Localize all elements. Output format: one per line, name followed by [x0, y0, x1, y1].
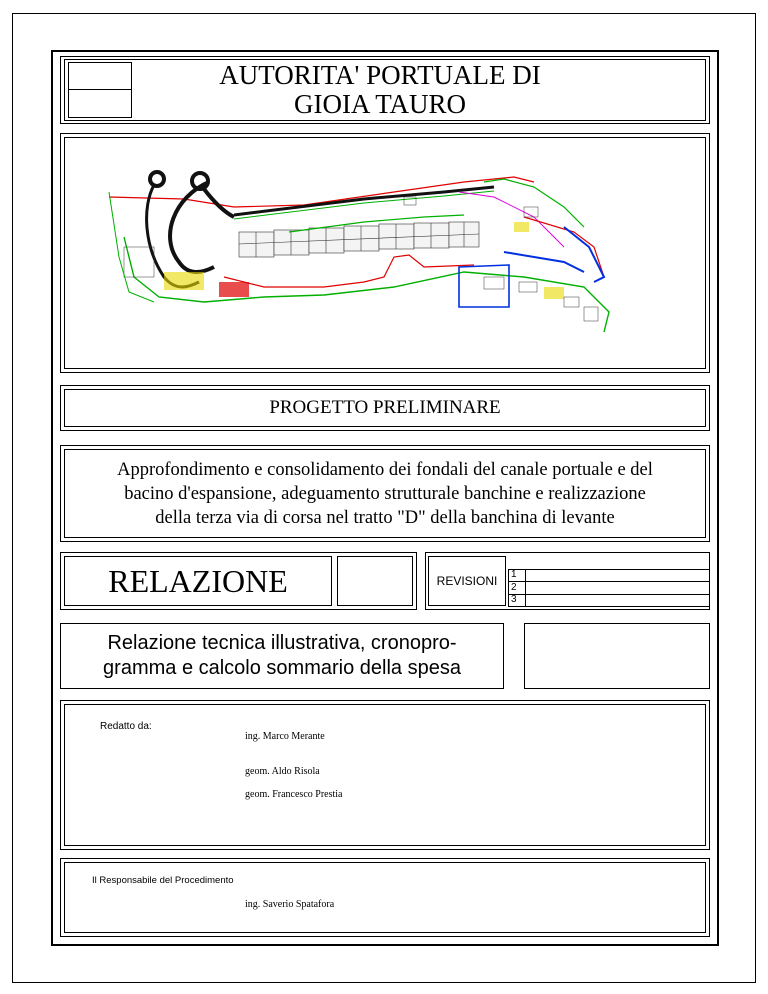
revision-number-1: 1: [511, 569, 517, 580]
map-red-zone: [219, 282, 249, 297]
description-line3: della terza via di corsa nel tratto "D" della banchina di levante: [155, 507, 615, 528]
subtitle-line1: Relazione tecnica illustrativa, cronopro-: [107, 632, 457, 654]
doc-type-code-box: [337, 556, 413, 606]
revision-number-3: 3: [511, 594, 517, 605]
logo-box: [68, 62, 132, 118]
responsible-name: ing. Saverio Spatafora: [245, 899, 335, 910]
logo-divider: [69, 89, 131, 90]
port-map: [64, 137, 706, 369]
subtitle-line2: gramma e calcolo sommario della spesa: [103, 657, 461, 679]
description-line1: Approfondimento e consolidamento dei fondali del canale portuale e del: [117, 459, 653, 480]
map-road-red: [224, 255, 474, 287]
authority-title-line1: AUTORITA' PORTUALE DI: [219, 60, 541, 90]
author-name-1: ing. Marco Merante: [245, 731, 325, 742]
revisions-label-text: REVISIONI: [436, 574, 498, 588]
subtitle: [60, 623, 504, 689]
map-canal: [234, 187, 494, 215]
map-container-yard: [239, 222, 479, 257]
authors-box-inner: [64, 704, 706, 846]
project-phase: [64, 389, 706, 427]
author-name-2: geom. Aldo Risola: [245, 766, 320, 777]
description: [64, 449, 706, 538]
author-name-3: geom. Francesco Prestia: [245, 789, 343, 800]
revisions-table: [508, 569, 710, 607]
project-phase-text: PROGETTO PRELIMINARE: [269, 397, 501, 418]
authors-label: Redatto da:: [100, 721, 152, 732]
map-coastline: [109, 177, 534, 207]
subtitle-side-box: [524, 623, 710, 689]
authority-title-line2: GIOIA TAURO: [293, 89, 467, 119]
revision-number-2: 2: [511, 582, 517, 593]
responsible-label: Il Responsabile del Procedimento: [92, 875, 234, 886]
authority-title: [140, 60, 620, 120]
map-yellow-zone: [164, 272, 204, 290]
description-line2: bacino d'espansione, adeguamento strutturale banchine e realizzazione: [124, 483, 646, 504]
revisions-label: [428, 556, 506, 606]
responsible-box-inner: [64, 862, 706, 933]
doc-type-text: RELAZIONE: [108, 562, 288, 599]
doc-type: [64, 556, 332, 606]
